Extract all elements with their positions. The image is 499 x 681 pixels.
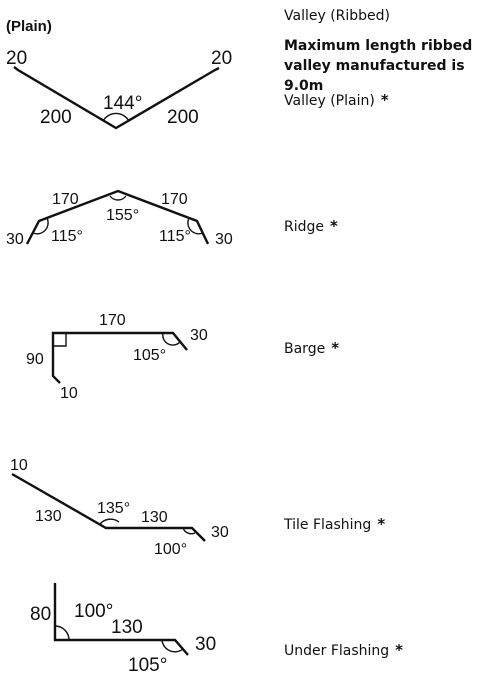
valley-side-left: 200 <box>40 107 72 128</box>
label-under-flashing <box>284 641 403 659</box>
label-ridge-text: Ridge <box>284 219 325 235</box>
ridge-side-left: 170 <box>52 191 79 208</box>
tile-flashing-lip: 10 <box>10 457 28 474</box>
asterisk-mark: * <box>330 217 338 235</box>
label-barge <box>284 339 339 357</box>
label-barge-text: Barge <box>284 341 326 357</box>
valley-end-left: 20 <box>6 48 28 69</box>
tile-flashing-slope: 130 <box>35 508 62 525</box>
barge-profile <box>26 312 208 402</box>
valley-side-right: 200 <box>167 107 199 128</box>
barge-outline <box>53 333 187 383</box>
tile-flashing-flat: 130 <box>141 509 168 526</box>
ridge-profile <box>6 191 233 248</box>
label-ridge <box>284 217 338 235</box>
ridge-apex-arc <box>110 196 126 200</box>
valley-ribbed-note: Maximum length ribbed valley manufactured is 9.0m <box>284 38 473 94</box>
under-flashing-profile <box>30 583 216 676</box>
under-flashing-end: 30 <box>195 634 217 655</box>
under-flashing-upstand: 80 <box>30 604 52 625</box>
barge-drop: 90 <box>26 351 44 368</box>
ridge-apex-angle: 155° <box>106 207 140 224</box>
valley-ribbed-heading: Valley (Ribbed) <box>284 8 391 24</box>
asterisk-mark: * <box>380 91 389 109</box>
plain-label: (Plain) <box>6 18 52 35</box>
asterisk-mark: * <box>331 339 340 357</box>
tile-flashing-end: 30 <box>211 524 229 541</box>
ridge-angle-right: 115° <box>159 228 191 245</box>
ridge-end-left: 30 <box>6 231 24 248</box>
barge-drip: 30 <box>190 327 208 344</box>
label-tile-flashing-text: Tile Flashing <box>284 517 372 533</box>
under-flashing-end-angle: 105° <box>128 655 168 676</box>
label-under-flashing-text: Under Flashing <box>284 643 390 659</box>
asterisk-mark: * <box>377 515 386 533</box>
label-tile-flashing <box>284 515 385 533</box>
under-flashing-flat: 130 <box>111 617 143 638</box>
tile-flashing-bend-arc <box>100 519 119 524</box>
ridge-side-right: 170 <box>161 191 188 208</box>
tile-flashing-profile <box>10 457 229 558</box>
under-flashing-corner-arc <box>55 626 69 640</box>
valley-plain-profile <box>6 18 232 128</box>
label-valley-plain <box>284 91 389 109</box>
tile-flashing-end-angle: 100° <box>154 541 188 558</box>
tile-flashing-bend-angle: 135° <box>97 500 131 517</box>
ridge-end-right: 30 <box>215 231 233 248</box>
ridge-angle-left: 115° <box>51 228 83 245</box>
asterisk-mark: * <box>395 641 404 659</box>
barge-right-angle-mark <box>53 333 66 346</box>
barge-return: 10 <box>60 385 78 402</box>
valley-end-right: 20 <box>211 48 233 69</box>
valley-plain-angle-arc <box>103 113 129 121</box>
under-flashing-corner-angle: 100° <box>74 601 114 622</box>
valley-angle: 144° <box>103 93 143 114</box>
barge-angle: 105° <box>133 347 167 364</box>
barge-top: 170 <box>99 312 126 329</box>
label-valley-plain-text: Valley (Plain) <box>284 93 375 109</box>
